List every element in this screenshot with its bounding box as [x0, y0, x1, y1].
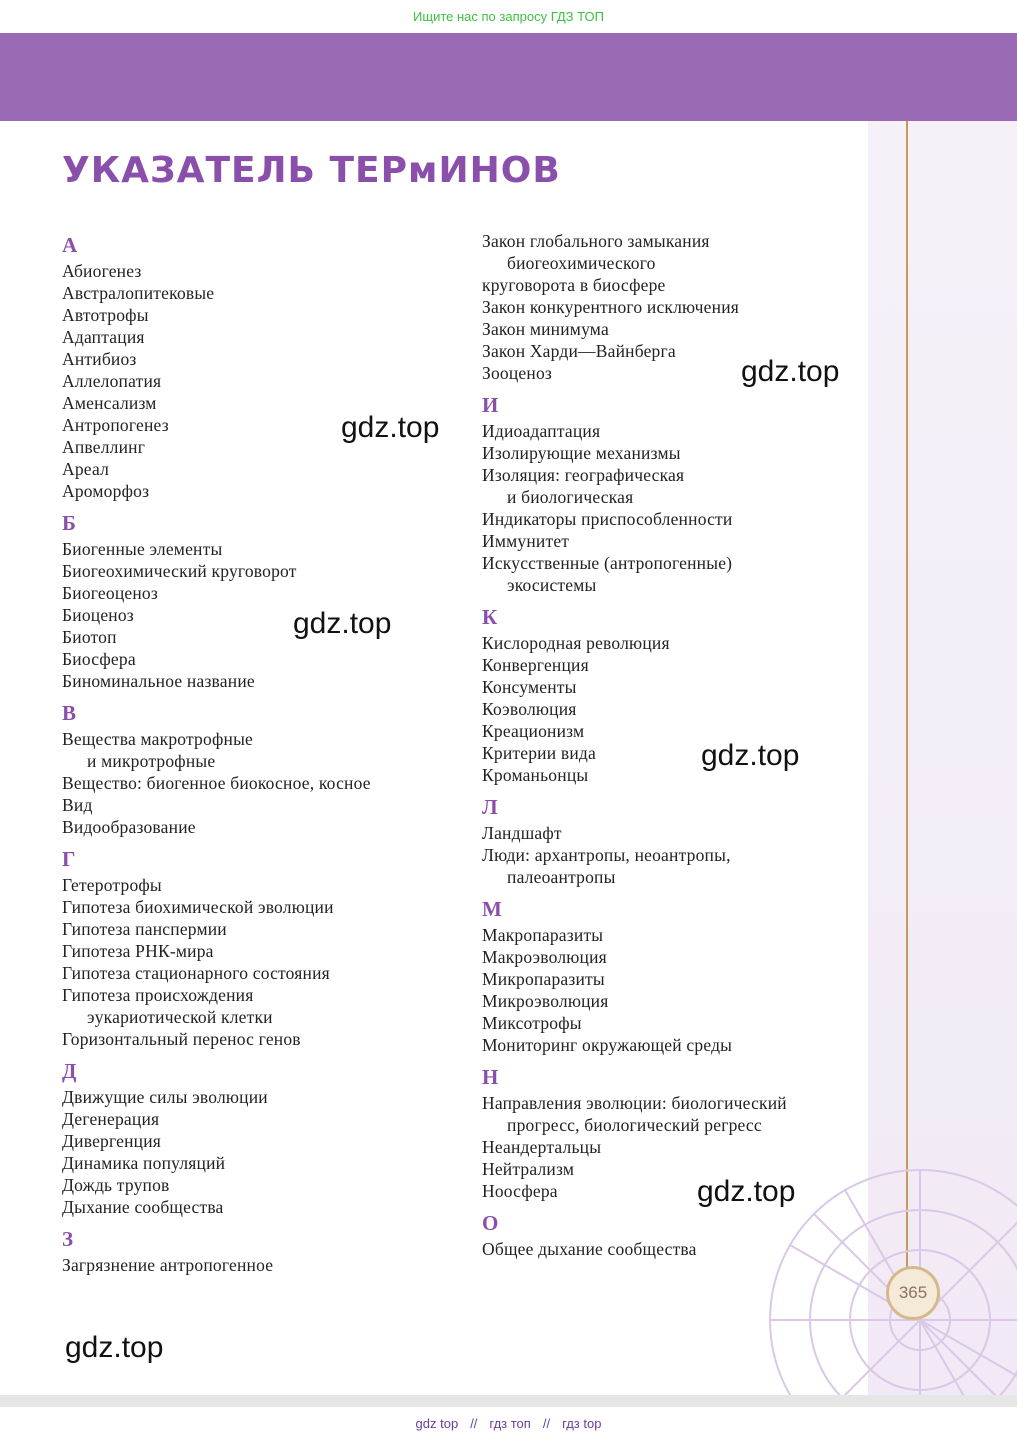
index-term: Закон минимума	[482, 319, 609, 339]
index-term: Консументы	[482, 677, 577, 697]
section-letter: Л	[482, 795, 498, 819]
top-banner: Ищите нас по запросу ГДЗ ТОП	[413, 9, 604, 24]
index-term: Абиогенез	[62, 261, 142, 281]
page-title: УКАЗАТЕЛЬ ТЕРмИНОВ	[62, 150, 561, 191]
section-letter: З	[62, 1227, 74, 1251]
index-term: Австралопитековые	[62, 283, 215, 303]
index-term: Биотоп	[62, 627, 117, 647]
index-term: Ноосфера	[482, 1181, 558, 1201]
index-term: Вещества макротрофные	[62, 729, 253, 749]
index-term: эукариотической клетки	[87, 1007, 273, 1027]
section-letter: Б	[62, 511, 76, 535]
index-term: Миксотрофы	[482, 1013, 582, 1033]
watermark: gdz.top	[697, 1175, 796, 1208]
section-letter: О	[482, 1211, 499, 1235]
index-term: Дыхание сообщества	[62, 1197, 224, 1217]
index-term: Закон Харди—Вайнберга	[482, 341, 676, 361]
header-band	[0, 33, 1017, 121]
index-term: Гипотеза происхождения	[62, 985, 254, 1005]
margin-gold-line	[906, 121, 908, 1271]
index-term: Микропаразиты	[482, 969, 605, 989]
footer-separator: //	[542, 1416, 551, 1431]
index-section	[62, 1056, 462, 1218]
index-term: Дегенерация	[62, 1109, 160, 1129]
index-section	[482, 894, 862, 1056]
index-term: Кроманьонцы	[482, 765, 589, 785]
index-term: Антибиоз	[62, 349, 137, 369]
watermark: gdz.top	[701, 739, 800, 772]
footer-separator: //	[470, 1416, 478, 1431]
section-letter: И	[482, 393, 499, 417]
footer-link[interactable]: гдз top	[562, 1416, 602, 1431]
index-term: Адаптация	[62, 327, 145, 347]
index-section	[482, 390, 862, 596]
footer-link[interactable]: гдз топ	[489, 1416, 531, 1431]
index-section	[482, 1208, 862, 1260]
index-section	[482, 1062, 862, 1202]
index-term: Макроэволюция	[482, 947, 607, 967]
watermark: gdz.top	[341, 411, 440, 444]
index-term: Нейтрализм	[482, 1159, 575, 1179]
index-term: Ароморфоз	[62, 481, 150, 501]
index-term: Ареал	[62, 459, 110, 479]
index-section	[62, 1224, 462, 1276]
section-letter: А	[62, 233, 78, 257]
index-term: Горизонтальный перенос генов	[62, 1029, 301, 1049]
index-term: Видообразование	[62, 817, 196, 837]
section-letter: Г	[62, 847, 76, 871]
index-term: Биогеохимический круговорот	[62, 561, 297, 581]
index-term: Ландшафт	[482, 823, 562, 843]
index-term: Гетеротрофы	[62, 875, 162, 895]
index-term: Антропогенез	[62, 415, 169, 435]
index-section	[482, 602, 862, 786]
index-term: круговорота в биосфере	[482, 275, 666, 295]
index-term: биогеохимического	[507, 253, 656, 273]
left-column	[62, 230, 462, 1276]
index-section	[62, 698, 462, 838]
index-term: Мониторинг окружающей среды	[482, 1035, 733, 1055]
index-term: Иммунитет	[482, 531, 570, 551]
watermark: gdz.top	[65, 1331, 164, 1364]
index-term: Биогенные элементы	[62, 539, 223, 559]
index-term: Динамика популяций	[62, 1153, 226, 1173]
section-letter: В	[62, 701, 77, 725]
index-section	[62, 844, 462, 1050]
section-letter: К	[482, 605, 498, 629]
index-term: Идиоадаптация	[482, 421, 601, 441]
index-term: Вещество: биогенное биокосное, косное	[62, 773, 371, 793]
index-term: Биноминальное название	[62, 671, 255, 691]
index-term: Аменсализм	[62, 393, 157, 413]
footer-link[interactable]: gdz top	[415, 1416, 459, 1431]
index-term: экосистемы	[507, 575, 597, 595]
watermark: gdz.top	[293, 607, 392, 640]
index-term: Движущие силы эволюции	[62, 1087, 268, 1107]
footer	[0, 1407, 1017, 1440]
index-term: Люди: архантропы, неоантропы,	[482, 845, 731, 865]
index-term: Коэволюция	[482, 699, 577, 719]
index-section	[62, 508, 462, 692]
section-letter: Н	[482, 1065, 499, 1089]
index-term: Зооценоз	[482, 363, 553, 383]
index-term: Неандертальцы	[482, 1137, 602, 1157]
section-letter: М	[482, 897, 502, 921]
watermark: gdz.top	[741, 355, 840, 388]
index-term: палеоантропы	[507, 867, 616, 887]
index-term: Конвергенция	[482, 655, 589, 675]
index-term: Критерии вида	[482, 743, 596, 763]
index-term: Гипотеза стационарного состояния	[62, 963, 330, 983]
index-term: Автотрофы	[62, 305, 149, 325]
index-term: Биосфера	[62, 649, 136, 669]
index-term: Апвеллинг	[62, 437, 146, 457]
bottom-strip	[0, 1395, 1017, 1407]
index-term: Вид	[62, 795, 93, 815]
index-term: Закон конкурентного исключения	[482, 297, 740, 317]
index-term: Микроэволюция	[482, 991, 609, 1011]
page-number-badge: 365	[886, 1266, 940, 1320]
index-term: Изолирующие механизмы	[482, 443, 681, 463]
index-term: Креационизм	[482, 721, 585, 741]
index-term: и биологическая	[507, 487, 634, 507]
index-term: Макропаразиты	[482, 925, 604, 945]
index-term: Изоляция: географическая	[482, 465, 685, 485]
index-term: Закон глобального замыкания	[482, 231, 710, 251]
index-term: Аллелопатия	[62, 371, 162, 391]
index-term: Гипотеза биохимической эволюции	[62, 897, 334, 917]
index-term: Кислородная революция	[482, 633, 670, 653]
index-term: Общее дыхание сообщества	[482, 1239, 697, 1259]
index-term: Гипотеза РНК-мира	[62, 941, 214, 961]
index-term: Дивергенция	[62, 1131, 162, 1151]
index-term: Индикаторы приспособленности	[482, 509, 733, 529]
index-term: Биоценоз	[62, 605, 134, 625]
index-term: Искусственные (антропогенные)	[482, 553, 733, 573]
index-section	[62, 230, 462, 502]
index-term: Гипотеза панспермии	[62, 919, 227, 939]
index-term: Загрязнение антропогенное	[62, 1255, 274, 1275]
index-term: Направления эволюции: биологический	[482, 1093, 787, 1113]
index-term: прогресс, биологический регресс	[507, 1115, 762, 1135]
index-term: Биогеоценоз	[62, 583, 158, 603]
index-term: Дождь трупов	[62, 1175, 170, 1195]
section-letter: Д	[62, 1059, 77, 1083]
index-term: и микротрофные	[87, 751, 216, 771]
index-section	[482, 792, 862, 888]
